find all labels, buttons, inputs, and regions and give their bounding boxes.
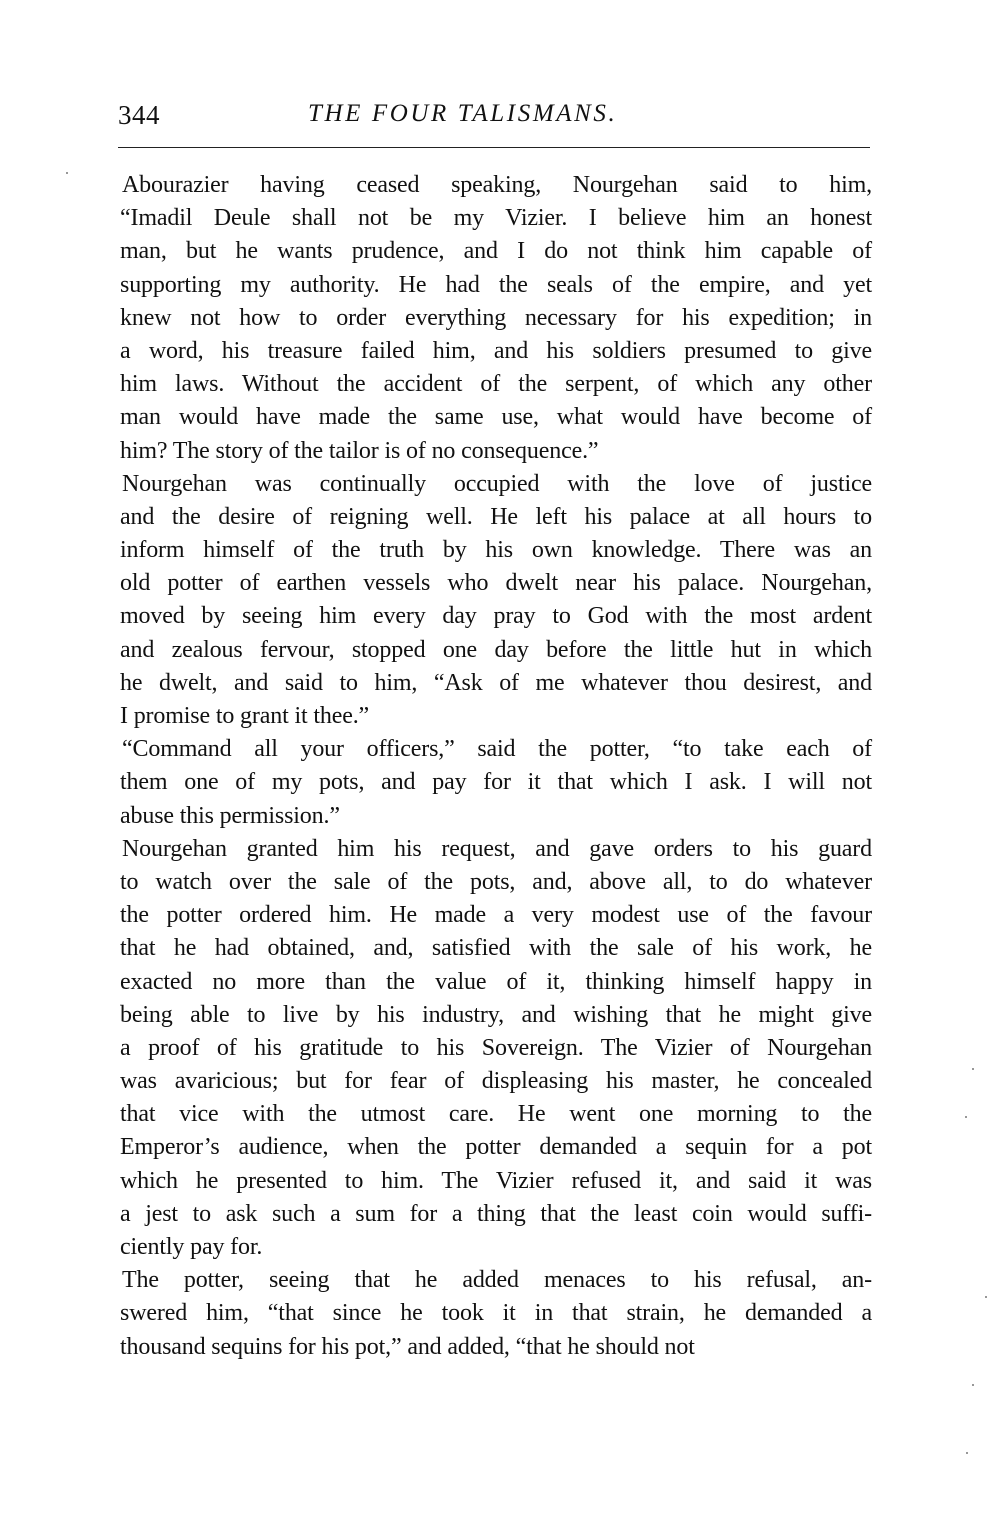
text-line: a proof of his gratitude to his Sovereign. The Vizier of Nourgehan	[120, 1034, 872, 1061]
text-line: man would have made the same use, what would have become of	[120, 404, 872, 431]
paragraph	[120, 833, 872, 1264]
paragraph	[120, 468, 872, 734]
text-line: to watch over the sale of the pots, and, above all, to do whatever	[120, 868, 872, 895]
text-line: the potter ordered him. He made a very modest use of the favour	[120, 902, 872, 929]
scan-speck	[985, 1296, 987, 1298]
paragraph	[120, 169, 872, 468]
paragraph-first-line: “Command all your officers,” said the potter, “to take each of	[122, 736, 872, 763]
text-line: Emperor’s audience, when the potter demanded a sequin for a pot	[120, 1134, 872, 1161]
text-line: moved by seeing him every day pray to God with the most ardent	[120, 603, 872, 630]
text-line: abuse this permission.”	[120, 802, 340, 829]
text-line: “Imadil Deule shall not be my Vizier. I believe him an honest	[120, 205, 872, 232]
text-line: I promise to grant it thee.”	[120, 703, 370, 729]
scan-speck	[972, 1384, 974, 1386]
text-line: being able to live by his industry, and wishing that he might give	[120, 1001, 872, 1028]
paragraph-first-line: Nourgehan was continually occupied with the love of justice	[122, 470, 872, 497]
text-line: old potter of earthen vessels who dwelt near his palace. Nourgehan,	[120, 570, 872, 597]
text-line: was avaricious; but for fear of displeasing his master, he concealed	[120, 1068, 872, 1095]
paragraph	[120, 1264, 872, 1364]
text-line: that he had obtained, and, satisfied with the sale of his work, he	[120, 935, 872, 962]
header-rule	[118, 147, 870, 148]
text-line: supporting my authority. He had the seals of the empire, and yet	[120, 271, 872, 298]
running-title: THE FOUR TALISMANS.	[308, 100, 618, 127]
text-line: exacted no more than the value of it, thinking himself happy in	[120, 968, 872, 995]
body-text	[120, 169, 872, 1364]
running-head	[118, 100, 870, 136]
scan-speck	[66, 172, 68, 174]
scan-speck	[966, 1452, 968, 1454]
text-line: them one of my pots, and pay for it that which I ask. I will not	[120, 769, 872, 796]
text-line: a jest to ask such a sum for a thing that the least coin would suffi-	[120, 1200, 872, 1227]
text-line: knew not how to order everything necessary for his expedition; in	[120, 304, 872, 331]
text-line: that vice with the utmost care. He went one morning to the	[120, 1101, 872, 1128]
text-line: and zealous fervour, stopped one day before the little hut in which	[120, 636, 872, 663]
text-line: thousand sequins for his pot,” and added, “that he should not	[120, 1333, 695, 1360]
paragraph-first-line: Abourazier having ceased speaking, Nourgehan said to him,	[122, 172, 872, 198]
text-line: ciently pay for.	[120, 1234, 263, 1260]
paragraph	[120, 733, 872, 833]
page-number: 344	[118, 100, 160, 130]
text-line: a word, his treasure failed him, and his soldiers presumed to give	[120, 337, 872, 364]
text-line: he dwelt, and said to him, “Ask of me whatever thou desirest, and	[120, 669, 872, 696]
text-line: which he presented to him. The Vizier refused it, and said it was	[120, 1167, 872, 1194]
text-line: and the desire of reigning well. He left his palace at all hours to	[120, 503, 872, 530]
text-line: swered him, “that since he took it in that strain, he demanded a	[120, 1300, 872, 1327]
text-line: man, but he wants prudence, and I do not think him capable of	[120, 238, 872, 265]
scan-speck	[972, 1068, 974, 1070]
text-line: inform himself of the truth by his own knowledge. There was an	[120, 537, 872, 564]
paragraph-first-line: The potter, seeing that he added menaces to his refusal, an-	[122, 1267, 872, 1294]
text-line: him? The story of the tailor is of no consequence.”	[120, 437, 599, 464]
scan-speck	[965, 1116, 967, 1118]
text-line: him laws. Without the accident of the serpent, of which any other	[120, 371, 872, 398]
paragraph-first-line: Nourgehan granted him his request, and gave orders to his guard	[122, 835, 872, 862]
